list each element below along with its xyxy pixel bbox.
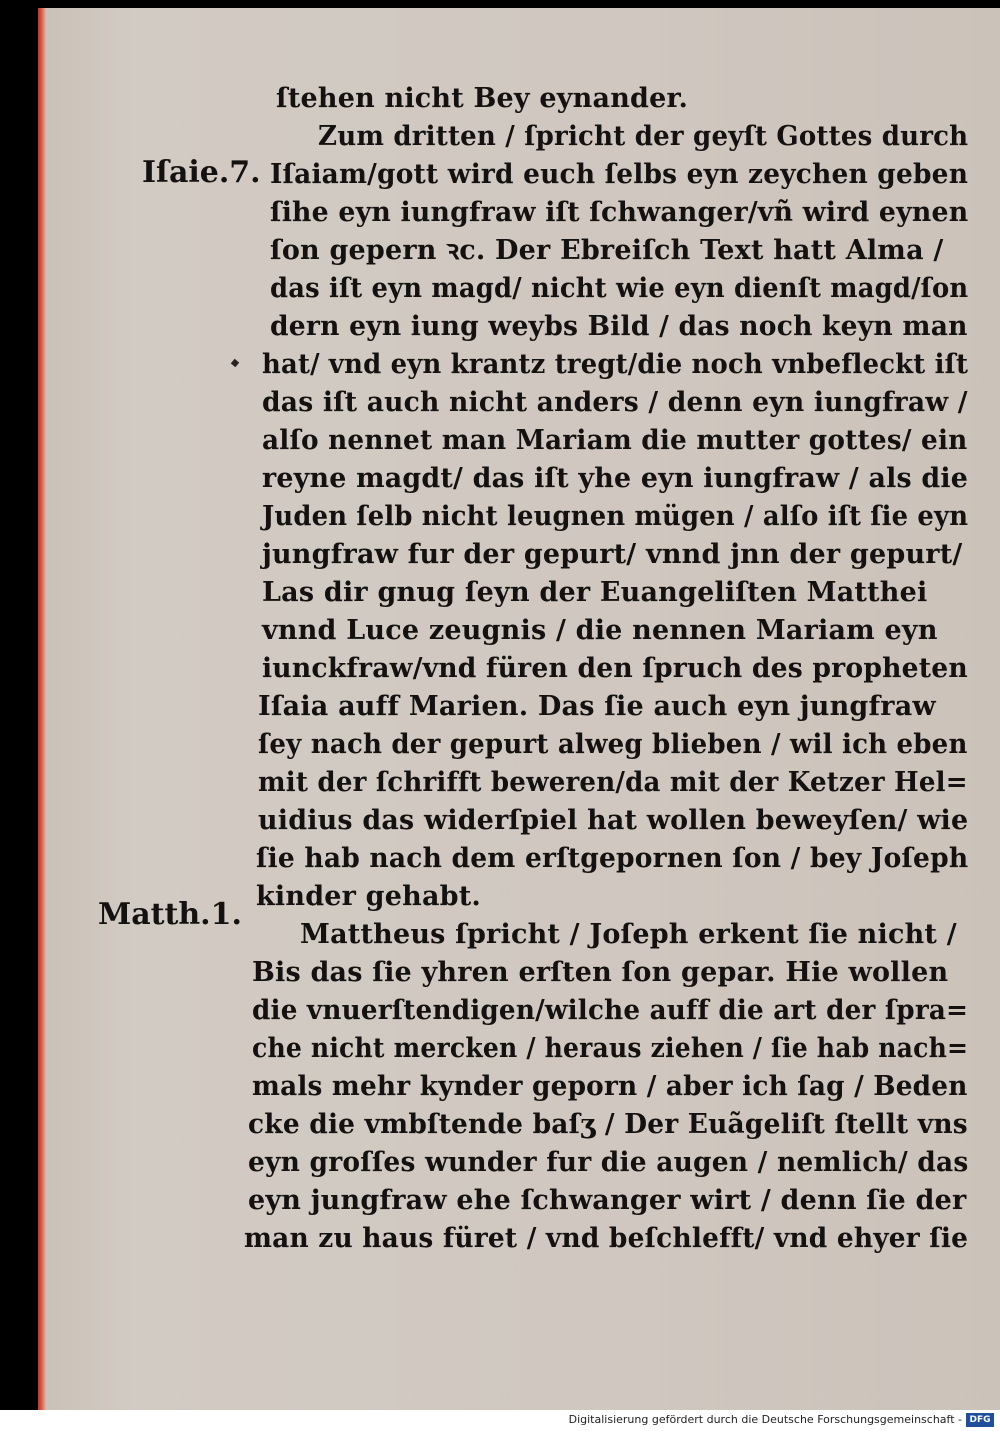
text-line: vnnd Luce zeugnis / die nennen Mariam eyn	[262, 615, 938, 646]
text-line: jungfraw fur der gepurt/ vnnd jnn der gepurt/	[262, 539, 963, 570]
text-line: Mattheus ſpricht / Joſeph erkent ſie nicht /	[300, 919, 957, 950]
text-line: ſon gepern ꝛc. Der Ebreiſch Text hatt Alma /	[270, 235, 944, 266]
text-line: das iſt auch nicht anders / denn eyn iungfraw /	[262, 387, 968, 418]
text-line: Iſaiam/gott wird euch ſelbs eyn zeychen geben	[270, 159, 969, 190]
text-line: Las dir gnug ſeyn der Euangeliſten Matthei	[262, 577, 928, 608]
text-line: dern eyn iung weybs Bild / das noch keyn man	[270, 311, 968, 342]
text-line: Juden ſelb nicht leugnen mügen / alſo iſt ſie eyn	[262, 501, 969, 532]
text-line: mit der ſchrifft beweren/da mit der Ketzer Hel=	[258, 767, 968, 798]
text-line: Iſaia auff Marien. Das ſie auch eyn jungfraw	[258, 691, 936, 722]
text-line: ſtehen nicht Bey eynander.	[276, 83, 689, 114]
text-line: alſo nennet man Mariam die mutter gottes/ ein	[262, 425, 968, 456]
text-line: ſihe eyn iungfraw iſt ſchwanger/vñ wird eynen	[270, 197, 969, 228]
footer-bar	[0, 1410, 1000, 1431]
text-line: ſey nach der gepurt alweg blieben / wil ich eben	[258, 729, 968, 760]
text-line: Bis das ſie yhren erſten ſon gepar. Hie wollen	[252, 957, 949, 988]
text-line: che nicht mercken / heraus ziehen / ſie hab nach=	[252, 1033, 969, 1064]
marginal-note-matthew: Matth.1.	[98, 897, 242, 932]
text-line: eyn jungfraw ehe ſchwanger wirt / denn ſie der	[248, 1185, 967, 1216]
text-line: das iſt eyn magd/ nicht wie eyn dienſt magd/ſon	[270, 273, 969, 304]
marginal-note-isaiah: Iſaie.7.	[142, 155, 261, 190]
red-page-edge	[38, 8, 46, 1410]
footer-credit: Digitalisierung gefördert durch die Deutsche Forschungsgemeinschaft -	[568, 1413, 962, 1426]
text-line: hat/ vnd eyn krantz tregt/die noch vnbefleckt iſt	[262, 349, 969, 380]
text-line: cke die vmbſtende baſʒ / Der Euãgeliſt ſtellt vns	[248, 1109, 968, 1140]
text-line: ſie hab nach dem erſtgepornen ſon / bey Joſeph	[256, 843, 969, 874]
dfg-logo-icon: DFG	[966, 1413, 994, 1427]
text-line: reyne magdt/ das iſt yhe eyn iungfraw / als die	[262, 463, 969, 494]
text-line: man zu haus füret / vnd beſchlefft/ vnd ehyer ſie	[244, 1223, 969, 1254]
text-line: eyn groſſes wunder fur die augen / nemlich/ das	[248, 1147, 969, 1178]
text-line: Zum dritten / ſpricht der geyſt Gottes durch	[318, 121, 969, 152]
text-line: iunckfraw/vnd füren den ſpruch des propheten	[262, 653, 968, 684]
text-line: mals mehr kynder geporn / aber ich ſag / Beden	[252, 1071, 968, 1102]
text-line: die vnuerſtendigen/wilche auff die art der ſpra=	[252, 995, 969, 1026]
text-line: kinder gehabt.	[256, 881, 482, 912]
text-line: uidius das widerſpiel hat wollen beweyſen/ wie	[258, 805, 969, 836]
